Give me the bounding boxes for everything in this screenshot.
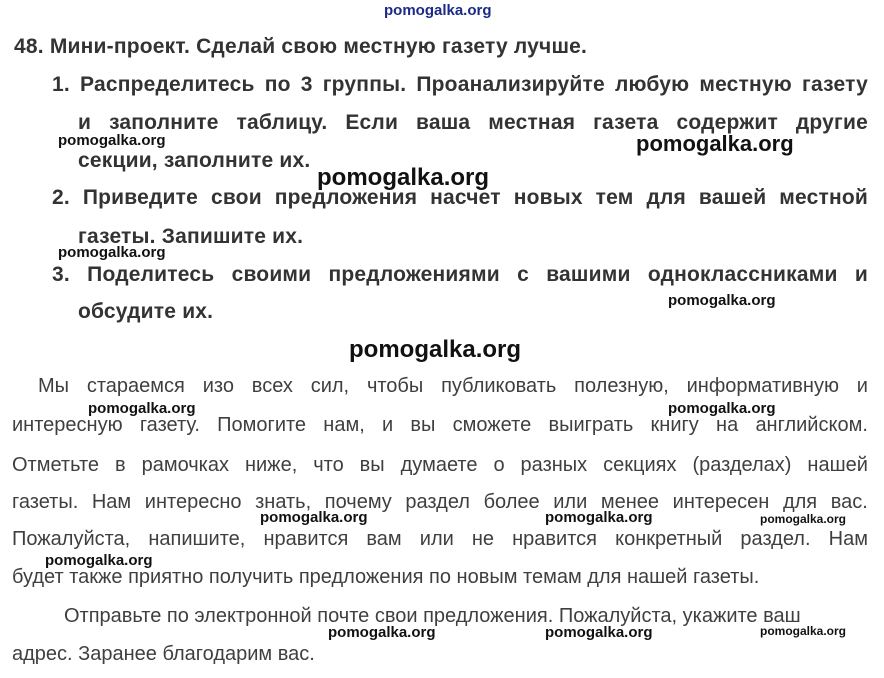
word: новых	[513, 186, 583, 209]
word: нравится	[512, 528, 597, 550]
task-number: 2.	[52, 186, 70, 209]
word: насчет	[430, 186, 501, 209]
word: газеты.	[12, 491, 79, 513]
word: интересную	[12, 414, 123, 436]
watermark: pomogalka.org	[668, 292, 776, 309]
word: местную	[699, 73, 792, 96]
word: и	[856, 375, 868, 397]
word: изо	[202, 375, 234, 397]
word: сил,	[310, 375, 350, 397]
word: Нам	[828, 528, 868, 550]
watermark: pomogalka.org	[636, 131, 794, 156]
word: Распределитесь	[80, 73, 255, 96]
word: и	[382, 414, 394, 436]
word: Приведите	[82, 186, 199, 209]
word: полезную,	[574, 375, 669, 397]
word: чтобы	[366, 375, 424, 397]
word: нравится	[263, 528, 349, 550]
word: на	[716, 414, 739, 436]
exercise-title: Мини-проект. Сделай свою местную газету лучше.	[49, 35, 588, 58]
word: Проанализируйте	[416, 73, 605, 96]
watermark: pomogalka.org	[668, 400, 776, 417]
word: местная	[488, 111, 576, 134]
watermark: pomogalka.org	[317, 164, 490, 191]
word: нашей	[807, 454, 868, 476]
word: менее	[600, 491, 660, 513]
watermark: pomogalka.org	[58, 244, 166, 261]
word: ваша	[416, 111, 471, 134]
paragraph-1-line-4	[12, 491, 868, 514]
word: интересно	[144, 491, 242, 513]
word: интересен	[672, 491, 770, 513]
word: стараемся	[86, 375, 185, 397]
word: публиковать	[441, 375, 557, 397]
word: Отметьте	[12, 454, 100, 476]
word: или	[553, 491, 588, 513]
paragraph-1-line-6: будет также приятно получить предложения по новым темам для нашей газеты.	[12, 566, 760, 588]
paragraph-1-line-1	[38, 375, 868, 398]
word: (разделах)	[692, 454, 792, 476]
watermark: pomogalka.org	[260, 509, 368, 526]
word: думаете	[400, 454, 478, 476]
word: группы.	[322, 73, 407, 96]
word: вы	[359, 454, 385, 476]
word: или	[419, 528, 454, 550]
word: что	[313, 454, 344, 476]
word: Пожалуйста,	[12, 528, 131, 550]
word: содержит	[676, 111, 778, 134]
word: другие	[795, 111, 868, 134]
exercise-number: 48.	[14, 35, 44, 58]
word: секциях	[603, 454, 677, 476]
word: местной	[779, 186, 868, 209]
word: конкретный	[615, 528, 723, 550]
word: Нам	[91, 491, 132, 513]
word: для	[646, 186, 686, 209]
word: о	[493, 454, 505, 476]
word: 3	[300, 73, 313, 96]
word: раздел	[405, 491, 470, 513]
word: с	[517, 263, 529, 286]
task-3-line-2: обсудите их.	[78, 300, 214, 323]
paragraph-1-line-3	[12, 454, 868, 477]
word: Если	[345, 111, 399, 134]
word: одноклассниками	[647, 263, 838, 286]
word: выиграть	[548, 414, 634, 436]
word: вы	[410, 414, 436, 436]
word: предложениями	[328, 263, 500, 286]
paragraph-1-line-2	[12, 414, 868, 437]
word: таблицу.	[236, 111, 328, 134]
word: ниже,	[244, 454, 298, 476]
word: рамочках	[141, 454, 229, 476]
watermark: pomogalka.org	[349, 336, 522, 363]
paragraph-2-line-2: адрес. Заранее благодарим вас.	[12, 643, 315, 665]
exercise-heading	[14, 35, 587, 59]
word: сможете	[452, 414, 532, 436]
word: более	[483, 491, 540, 513]
watermark: pomogalka.org	[58, 132, 166, 149]
word: газета	[593, 111, 659, 134]
word: Помогите	[217, 414, 307, 436]
task-3-line-1	[52, 263, 868, 287]
word: раздел.	[740, 528, 811, 550]
word: информативную	[686, 375, 839, 397]
word: вам	[366, 528, 402, 550]
task-1-line-1	[52, 73, 868, 97]
paragraph-2-line-1: Отправьте по электронной почте свои предложения. Пожалуйста, укажите ваш	[64, 605, 801, 627]
word: своими	[231, 263, 312, 286]
word: газету.	[139, 414, 200, 436]
watermark: pomogalka.org	[88, 400, 196, 417]
word: и	[78, 111, 92, 134]
word: любую	[614, 73, 690, 96]
watermark: pomogalka.org	[45, 552, 153, 569]
task-number: 3.	[52, 263, 70, 286]
word: нам,	[323, 414, 365, 436]
word: вашими	[546, 263, 631, 286]
word: разных	[520, 454, 588, 476]
word: знать,	[255, 491, 312, 513]
task-2-line-2: газеты. Запишите их.	[78, 225, 304, 248]
watermark: pomogalka.org	[545, 509, 653, 526]
word: предложения	[274, 186, 418, 209]
watermark: pomogalka.org	[328, 624, 436, 641]
watermark: pomogalka.org	[760, 624, 847, 638]
word: английском.	[755, 414, 868, 436]
watermark: pomogalka.org	[545, 624, 653, 641]
word: вас.	[830, 491, 868, 513]
word: книгу	[650, 414, 699, 436]
word: всех	[251, 375, 293, 397]
word: Поделитесь	[87, 263, 215, 286]
word: заполните	[109, 111, 219, 134]
word: в	[114, 454, 126, 476]
word: Мы	[38, 375, 70, 397]
task-number: 1.	[52, 73, 70, 96]
site-header-watermark: pomogalka.org	[384, 2, 492, 19]
word: напишите,	[148, 528, 246, 550]
word: по	[264, 73, 291, 96]
word: тем	[595, 186, 634, 209]
word: газету	[802, 73, 868, 96]
word: для	[782, 491, 818, 513]
task-1-line-3: секции, заполните их.	[78, 149, 311, 172]
word: вашей	[698, 186, 767, 209]
word: почему	[324, 491, 392, 513]
word: свои	[210, 186, 262, 209]
word: и	[854, 263, 868, 286]
paragraph-1-line-5	[12, 528, 868, 551]
watermark: pomogalka.org	[760, 512, 847, 526]
word: не	[471, 528, 495, 550]
